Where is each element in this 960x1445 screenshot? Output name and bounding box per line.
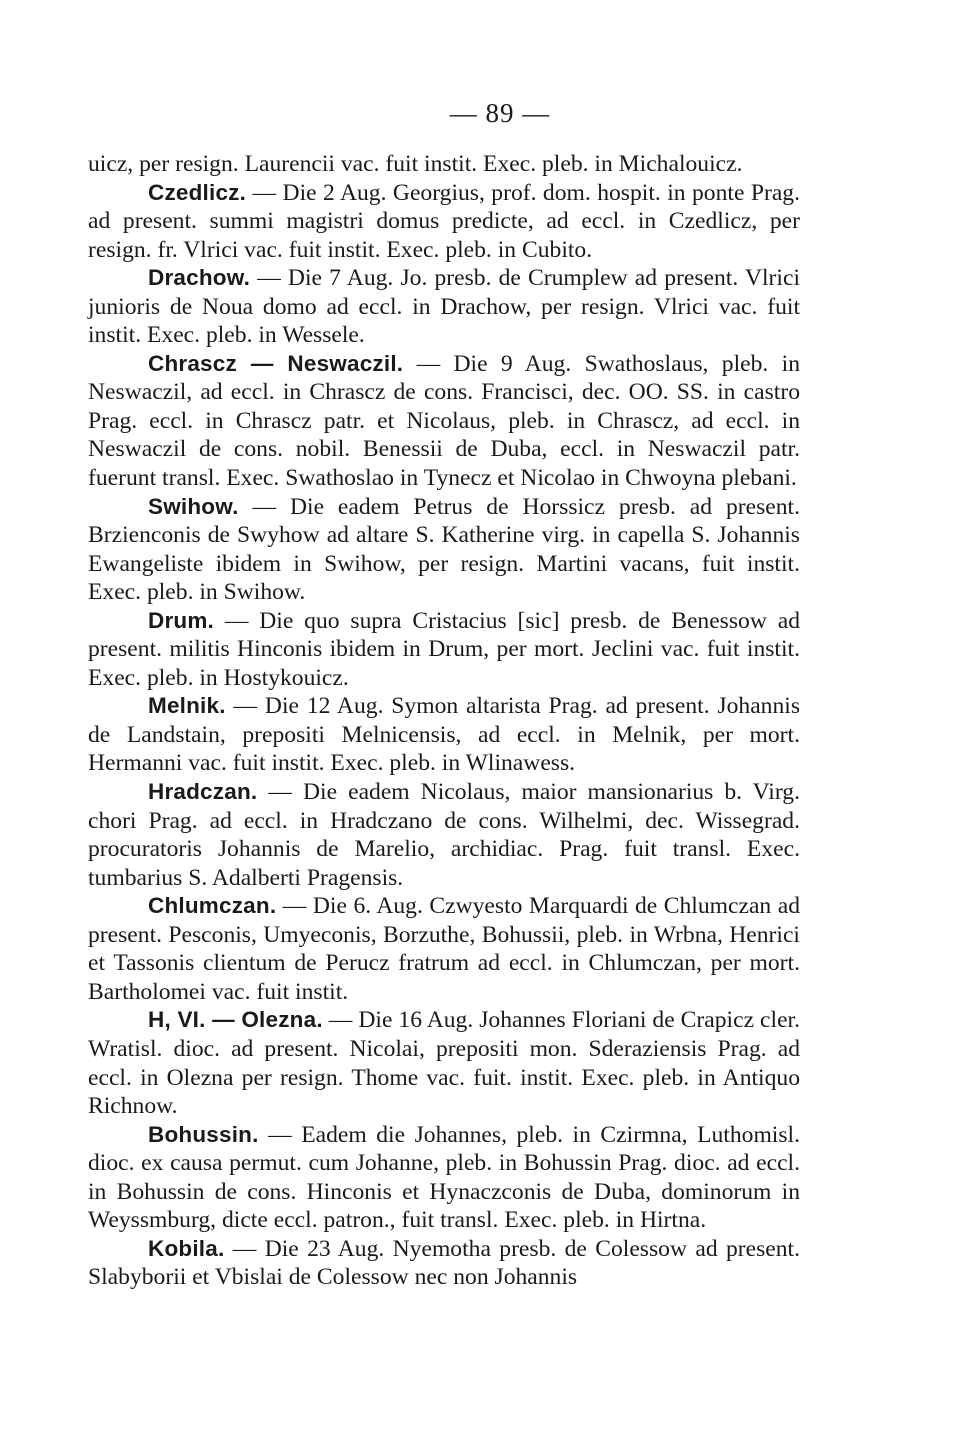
entry-paragraph bbox=[88, 150, 800, 179]
entry-paragraph bbox=[88, 1006, 800, 1120]
place-name: Chlumczan. bbox=[148, 893, 277, 919]
place-name: H, VI. — Olezna. bbox=[148, 1007, 323, 1033]
place-name: Bohussin. bbox=[148, 1121, 259, 1147]
entry-text: — Die 12 Aug. Symon altarista Prag. ad present. Johannis de Landstain, prepositi Melnicensis, ad eccl. in Melnik, per mort. Hermanni vac. fuit instit. Exec. pleb. in Wlinawess. bbox=[88, 693, 800, 777]
text-block bbox=[88, 150, 800, 1292]
place-name: Kobila. bbox=[148, 1235, 225, 1261]
place-name: Hradczan. bbox=[148, 779, 258, 805]
entry-paragraph bbox=[88, 892, 800, 1006]
entry-paragraph bbox=[88, 493, 800, 607]
page-number: — 89 — bbox=[449, 98, 551, 128]
place-name: Czedlicz. bbox=[148, 179, 247, 205]
entry-text: — Eadem die Johannes, pleb. in Czirmna, Luthomisl. dioc. ex causa permut. cum Johanne, pleb. in Bohussin Prag. dioc. ad eccl. in Bohussin de cons. Hinconis et Hynaczconis de Duba, dominorum in Weyssmburg, dicte eccl. patron., fuit transl. Exec. pleb. in Hirtna. bbox=[88, 1121, 800, 1234]
place-name: Melnik. bbox=[148, 693, 226, 719]
entry-paragraph bbox=[88, 264, 800, 350]
entry-text: — Die 9 Aug. Swathoslaus, pleb. in Neswaczil, ad eccl. in Chrascz de cons. Francisci, dec. OO. SS. in castro Prag. eccl. in Chrascz patr. et Nicolaus, pleb. in Chrascz, ad eccl. in Neswaczil de cons. nobil. Benessii de Duba, eccl. in Neswaczil patr. fuerunt transl. Exec. Swathoslao in Tynecz et Nicolao in Chwoyna plebani. bbox=[88, 350, 800, 492]
entry-paragraph bbox=[88, 607, 800, 693]
entry-text: — Die 7 Aug. Jo. presb. de Crumplew ad present. Vlrici junioris de Noua domo ad eccl. in Drachow, per resign. Vlrici vac. fuit instit. Exec. pleb. in Wessele. bbox=[88, 265, 800, 349]
entry-paragraph bbox=[88, 778, 800, 892]
entry-paragraph bbox=[88, 1235, 800, 1292]
entry-text: — Die 6. Aug. Czwyesto Marquardi de Chlumczan ad present. Pesconis, Umyeconis, Borzuthe, Bohussii, pleb. in Wrbna, Henrici et Tassonis clientum de Perucz fratrum ad eccl. in Chlumczan, per mort. Bartholomei vac. fuit instit. bbox=[88, 893, 800, 1005]
place-name: Drum. bbox=[148, 607, 215, 633]
place-name: Swihow. bbox=[148, 493, 239, 519]
entry-text: — Die 2 Aug. Georgius, prof. dom. hospit. in ponte Prag. ad present. summi magistri domus predicte, ad eccl. in Czedlicz, per resign. fr. Vlrici vac. fuit instit. Exec. pleb. in Cubito. bbox=[88, 179, 800, 263]
entry-text: — Die 23 Aug. Nyemotha presb. de Colessow ad present. Slabyborii et Vbislai de Colessow nec non Johannis bbox=[88, 1235, 800, 1291]
entry-text: — Die eadem Nicolaus, maior mansionarius b. Virg. chori Prag. ad eccl. in Hradczano de cons. Wilhelmi, dec. Wissegrad. procuratoris Johannis de Marelio, archidiac. Prag. fuit transl. Exec. tumbarius S. Adalberti Pragensis. bbox=[88, 779, 800, 891]
entry-text: — Die eadem Petrus de Horssicz presb. ad present. Brzienconis de Swyhow ad altare S. Katherine virg. in capella S. Johannis Ewangeliste ibidem in Swihow, per resign. Martini vacans, fuit instit. Exec. pleb. in Swihow. bbox=[88, 493, 800, 606]
entry-text: — Die 16 Aug. Johannes Floriani de Crapicz cler. Wratisl. dioc. ad present. Nicolai, prepositi mon. Sderaziensis Prag. ad eccl. in Olezna per resign. Thome vac. fuit. instit. Exec. pleb. in Antiquo Richnow. bbox=[88, 1007, 800, 1120]
entry-paragraph bbox=[88, 692, 800, 778]
entry-paragraph bbox=[88, 350, 800, 493]
place-name: Chrascz — Neswaczil. bbox=[148, 350, 404, 376]
entry-text: — Die quo supra Cristacius [sic] presb. de Benessow ad present. militis Hinconis ibidem in Drum, per mort. Jeclini vac. fuit instit. Exec. pleb. in Hostykouicz. bbox=[88, 607, 800, 691]
entry-paragraph bbox=[88, 1121, 800, 1235]
entry-paragraph bbox=[88, 179, 800, 265]
place-name: Drachow. bbox=[148, 265, 251, 291]
entry-text: uicz, per resign. Laurencii vac. fuit instit. Exec. pleb. in Michalouicz. bbox=[88, 151, 743, 177]
